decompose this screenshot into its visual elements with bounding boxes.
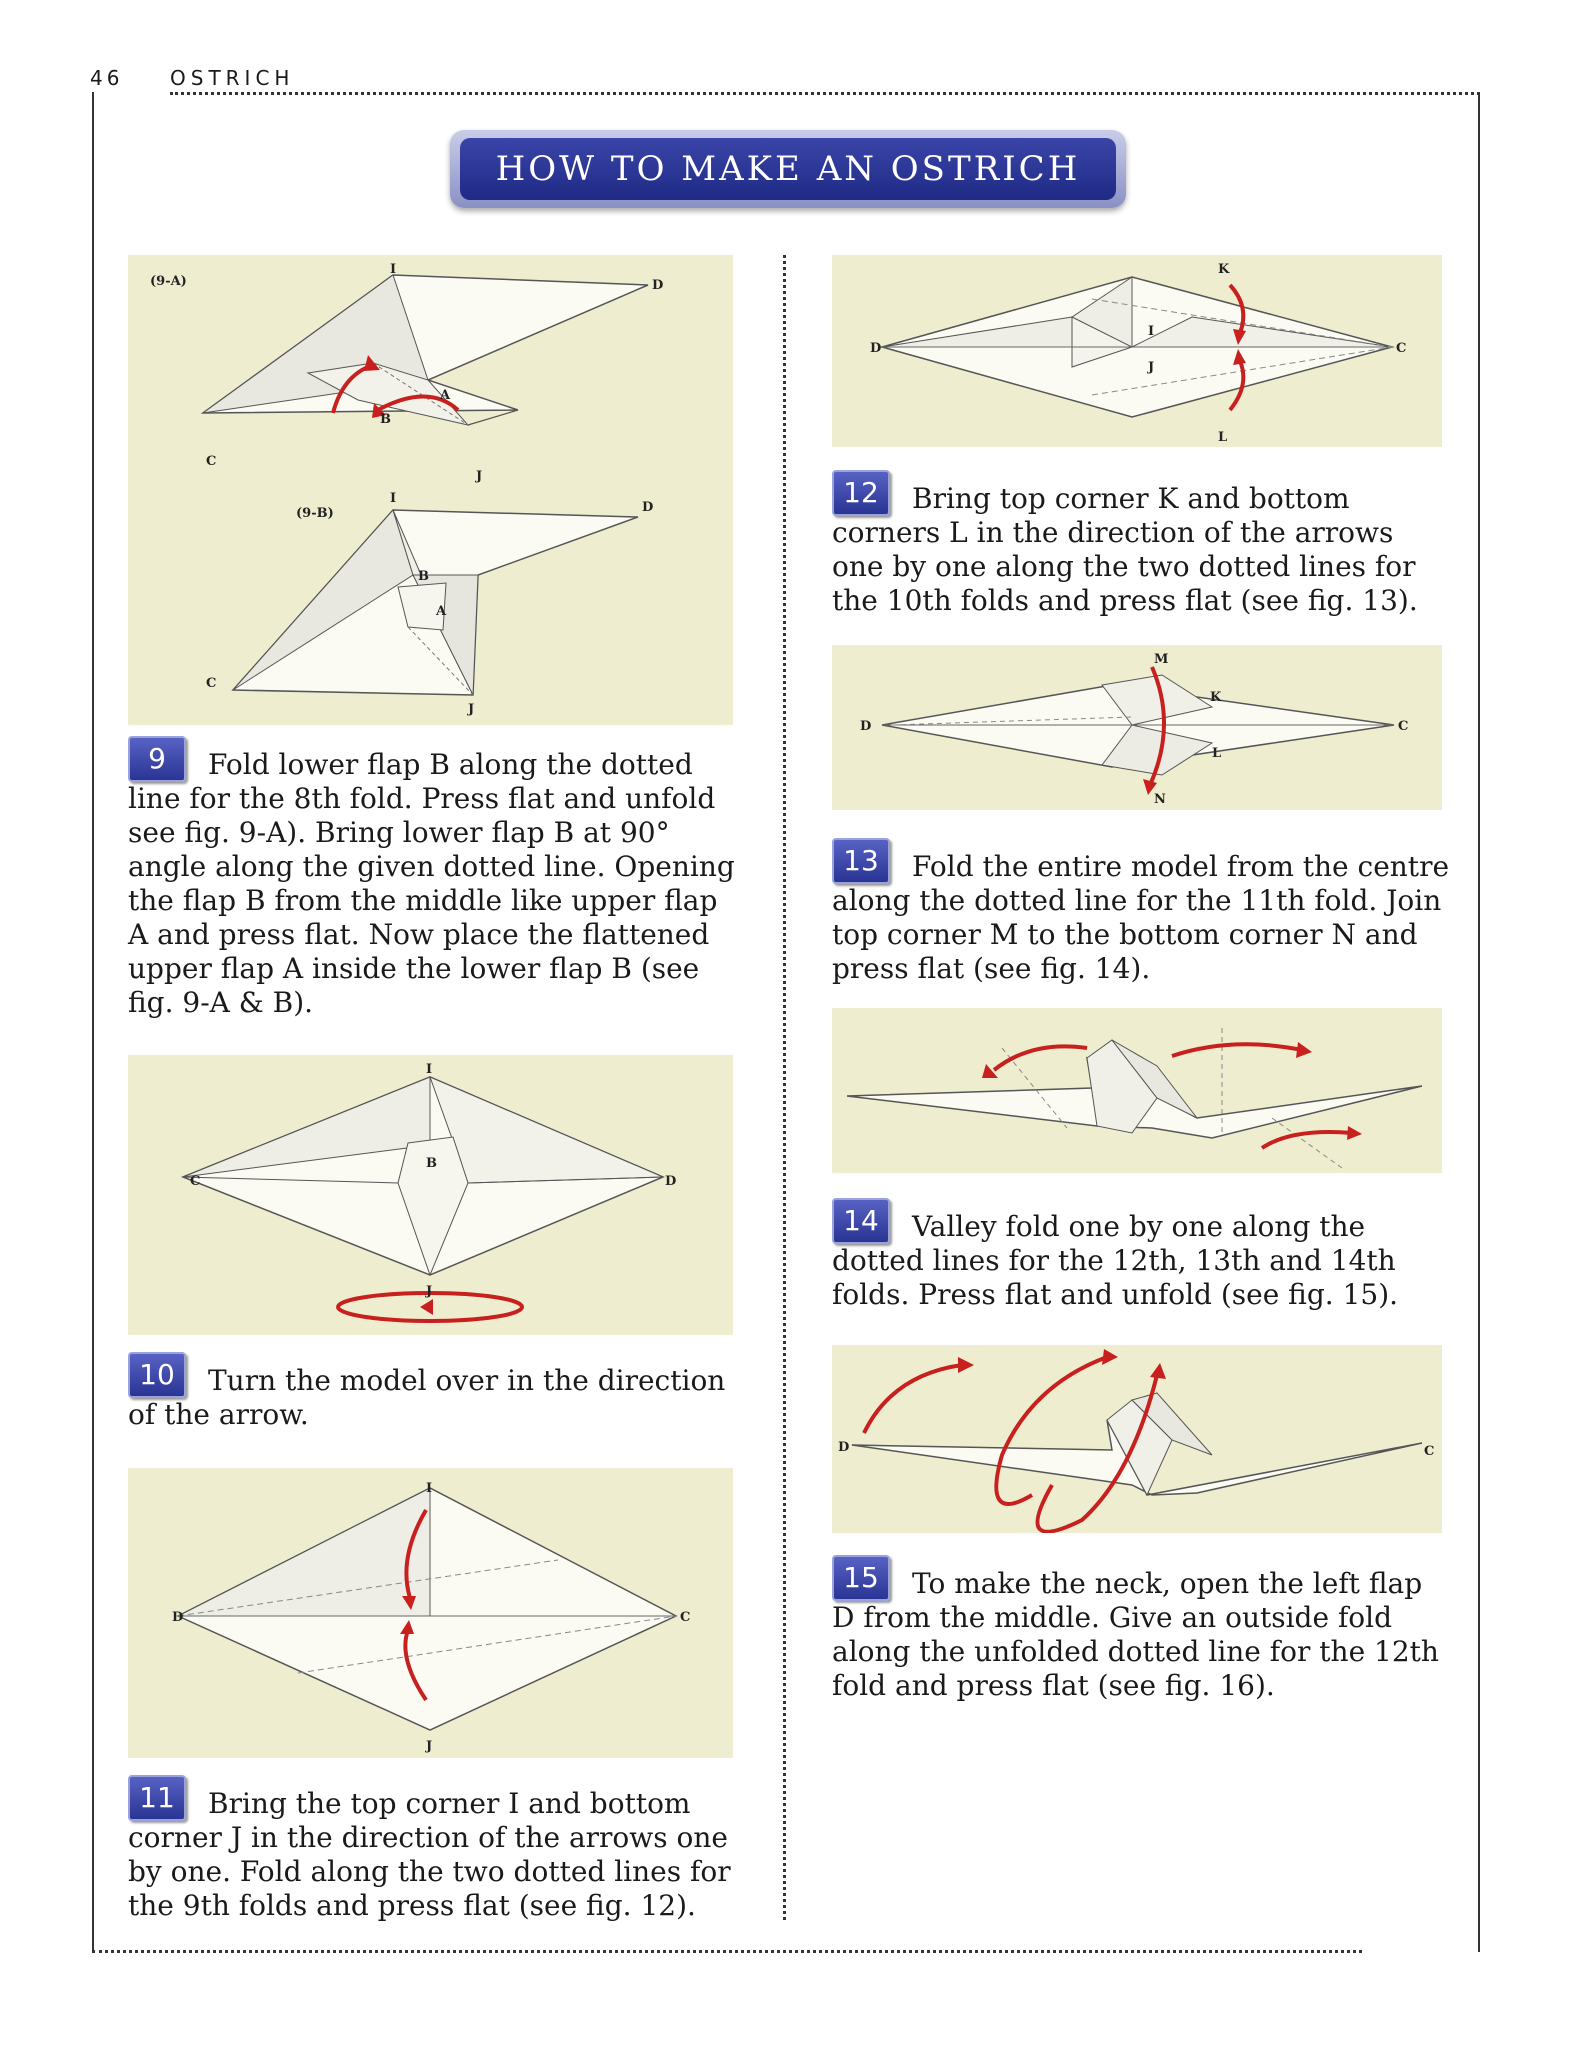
label-d: D: [665, 1174, 677, 1189]
figure-10: [128, 1055, 733, 1335]
label-j: J: [426, 1284, 433, 1299]
label-i: I: [390, 262, 397, 277]
step-number-badge: 10: [128, 1352, 186, 1398]
step-number-badge: 13: [832, 838, 890, 884]
fig9b-caption: (9-B): [296, 506, 334, 521]
step-13: [832, 838, 1452, 986]
label-c: C: [1424, 1444, 1435, 1459]
label-d: D: [870, 341, 882, 356]
figure-14-drawing: [847, 1028, 1422, 1168]
step-text: Turn the model over in the direction of the arrow.: [128, 1364, 726, 1431]
step-text: Valley fold one by one along the dotted lines for the 12th, 13th and 14th folds. Press flat and unfold (see fig. 15).: [832, 1210, 1399, 1311]
figure-15: [832, 1345, 1442, 1533]
right-rule: [1478, 92, 1480, 1952]
step-12: [832, 470, 1452, 618]
figure-11-drawing: [178, 1488, 676, 1730]
step-text: Bring the top corner I and bottom corner J in the direction of the arrows one by one. Fold along the two dotted lines for the 9th folds and press flat (see fig. 12).: [128, 1787, 731, 1922]
label-i: I: [426, 1062, 433, 1077]
figure-12-drawing: [882, 277, 1392, 417]
label-k: K: [1210, 690, 1222, 705]
label-d: D: [172, 1610, 184, 1625]
bottom-rule: [92, 1950, 1362, 1953]
step-number-badge: 15: [832, 1555, 890, 1601]
step-number-badge: 9: [128, 736, 186, 782]
label-c: C: [206, 676, 217, 691]
step-text: To make the neck, open the left flap D from the middle. Give an outside fold along the unfolded dotted line for the 12th fold and press flat (see fig. 16).: [832, 1567, 1439, 1702]
label-i: I: [1148, 324, 1155, 339]
figure-11: [128, 1468, 733, 1758]
top-rule: [170, 92, 1480, 95]
figure-13: [832, 645, 1442, 810]
label-b: B: [418, 569, 429, 584]
figure-15-drawing: [852, 1349, 1422, 1532]
label-c: C: [206, 454, 217, 469]
figure-14: [832, 1008, 1442, 1173]
banner-title: HOW TO MAKE AN OSTRICH: [460, 138, 1116, 200]
label-b: B: [426, 1156, 437, 1171]
step-text: Fold the entire model from the centre along the dotted line for the 11th fold. Join top corner M to the bottom corner N and press flat (see fig. 14).: [832, 850, 1450, 985]
figure-13-drawing: [882, 667, 1394, 795]
figure-9a-drawing: [203, 275, 648, 425]
column-divider: [783, 255, 786, 1920]
fig9a-caption: (9-A): [150, 274, 187, 289]
figure-9: [128, 255, 733, 725]
label-j: J: [468, 702, 475, 717]
label-b: B: [380, 412, 391, 427]
label-i: I: [426, 1481, 433, 1496]
step-text: Bring top corner K and bottom corners L in the direction of the arrows one by one along the two dotted lines for the 10th folds and press flat (see fig. 13).: [832, 482, 1418, 617]
label-a: A: [440, 388, 451, 403]
label-i: I: [390, 491, 397, 506]
label-k: K: [1218, 262, 1230, 277]
left-rule: [92, 92, 94, 1952]
step-number-badge: 11: [128, 1775, 186, 1821]
figure-10-drawing: [183, 1077, 663, 1321]
label-a: A: [436, 604, 447, 619]
label-l: L: [1218, 430, 1228, 445]
step-number-badge: 12: [832, 470, 890, 516]
title-banner: [450, 130, 1126, 208]
label-l: L: [1212, 746, 1222, 761]
label-d: D: [860, 719, 872, 734]
label-m: M: [1154, 652, 1169, 667]
label-c: C: [1396, 341, 1407, 356]
label-c: C: [680, 1610, 691, 1625]
section-title: OSTRICH: [170, 66, 295, 90]
step-14: [832, 1198, 1452, 1312]
figure-9b-drawing: [233, 510, 638, 695]
step-9: [128, 736, 738, 1020]
figure-12: [832, 255, 1442, 447]
label-j: J: [426, 1739, 433, 1754]
label-j: J: [476, 469, 483, 484]
label-n: N: [1154, 792, 1166, 807]
label-c: C: [190, 1174, 201, 1189]
label-d: D: [652, 278, 664, 293]
step-10: [128, 1352, 738, 1432]
step-15: [832, 1555, 1452, 1703]
step-text: Fold lower flap B along the dotted line for the 8th fold. Press flat and unfold see fig. 9-A). Bring lower flap B at 90° angle along the given dotted line. Opening the flap B from the middle like upper flap A and press flat. Now place the flattened upper flap A inside the lower flap B (see fig. 9-A & B).: [128, 748, 735, 1019]
label-c: C: [1398, 719, 1409, 734]
step-11: [128, 1775, 738, 1923]
label-d: D: [642, 500, 654, 515]
step-number-badge: 14: [832, 1198, 890, 1244]
label-j: J: [1148, 360, 1155, 375]
page-number: 46: [90, 66, 124, 90]
label-d: D: [838, 1440, 850, 1455]
